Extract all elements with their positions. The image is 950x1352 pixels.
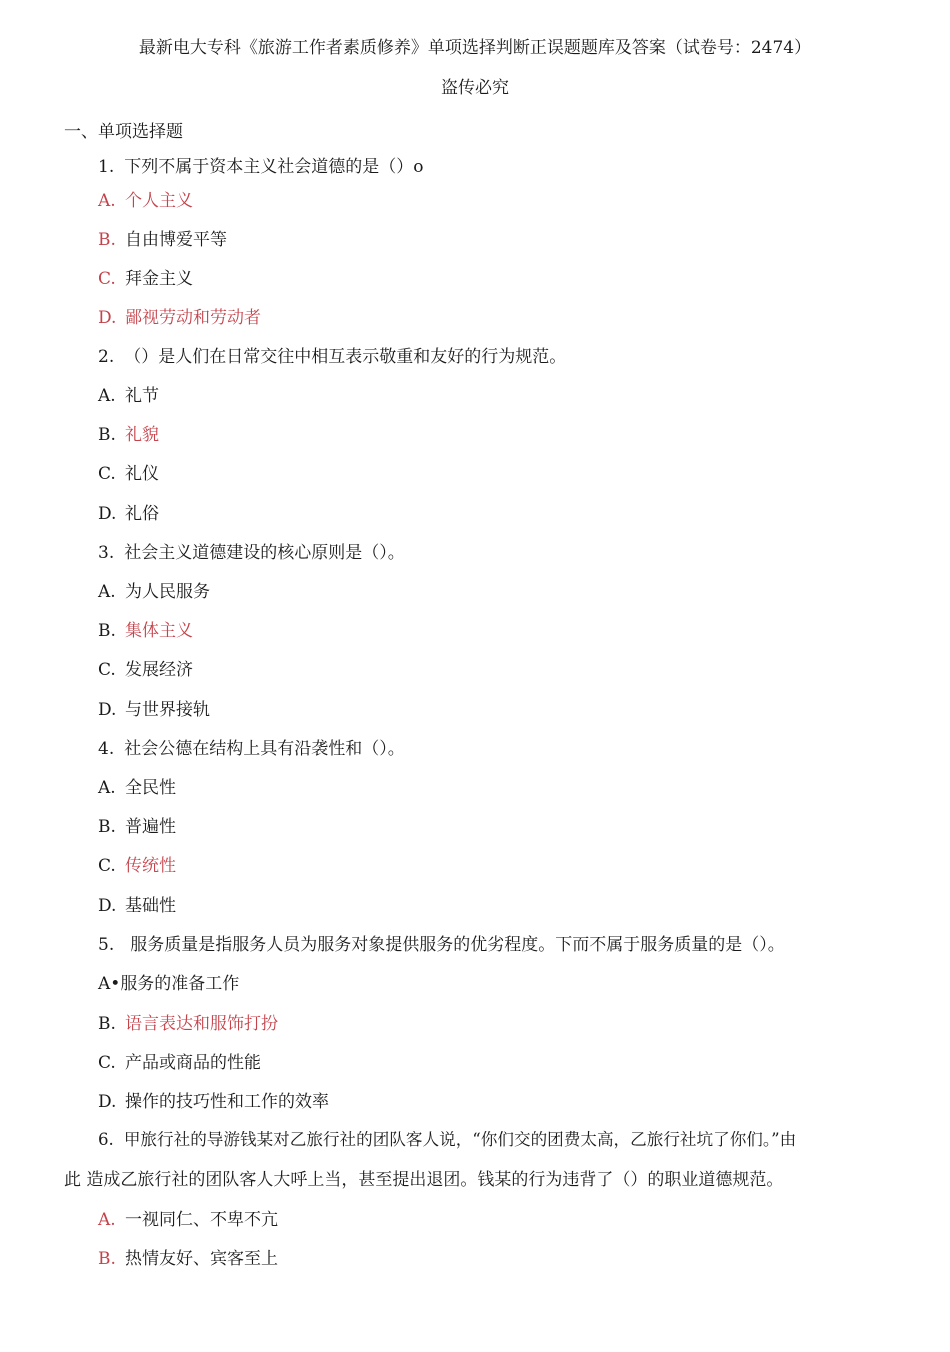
question-3 xyxy=(98,538,405,563)
question-2 xyxy=(98,342,566,367)
question-6-continuation: 此 造成乙旅行社的团队客人大呼上当，甚至提出退团。钱某的行为违背了（）的职业道德规范。 xyxy=(64,1170,784,1190)
question-number: 3. xyxy=(98,543,115,563)
question-text: 甲旅行社的导游钱某对乙旅行社的团队客人说，“你们交的团费太高，乙旅行社坑了你们。”由 xyxy=(123,1130,797,1149)
question-text: 服务质量是指服务人员为服务对象提供服务的优劣程度。下而不属于服务质量的是（）。 xyxy=(130,935,785,955)
option-5c: C. 产品或商品的性能 xyxy=(98,1053,261,1073)
question-1 xyxy=(98,152,423,177)
section-heading: 一、单项选择题 xyxy=(64,122,183,142)
option-5a: A•服务的准备工作 xyxy=(98,974,240,994)
question-text: 下列不属于资本主义社会道德的是（）o xyxy=(124,157,424,177)
option-2b: B. 礼貌 xyxy=(98,425,159,445)
question-number: 2. xyxy=(98,347,115,367)
option-4a: A. 全民性 xyxy=(98,778,176,798)
option-3c: C. 发展经济 xyxy=(98,660,193,680)
option-2d: D. 礼俗 xyxy=(98,504,159,524)
option-5b: B. 语言表达和服饰打扮 xyxy=(98,1014,278,1034)
option-1c: C. 拜金主义 xyxy=(98,269,193,289)
option-2c: C. 礼仪 xyxy=(98,464,159,484)
option-1b: B. 自由博爱平等 xyxy=(98,230,227,250)
question-4 xyxy=(98,734,405,759)
question-number: 5. xyxy=(98,935,115,955)
question-number: 6. xyxy=(98,1130,114,1149)
document-title: 最新电大专科《旅游工作者素质修养》单项选择判断正误题题库及答案（试卷号：2474） xyxy=(138,38,812,58)
option-4b: B. 普遍性 xyxy=(98,817,176,837)
question-text: （）是人们在日常交往中相互表示敬重和友好的行为规范。 xyxy=(124,347,567,367)
option-5d: D. 操作的技巧性和工作的效率 xyxy=(98,1092,329,1112)
option-3b: B. 集体主义 xyxy=(98,621,193,641)
question-text: 社会主义道德建设的核心原则是（）。 xyxy=(124,543,405,563)
option-2a: A. 礼节 xyxy=(98,386,159,406)
option-1d: D. 鄙视劳动和劳动者 xyxy=(98,308,261,328)
question-number: 1. xyxy=(98,157,115,177)
question-5 xyxy=(98,930,785,955)
question-6 xyxy=(98,1126,796,1150)
option-3d: D. 与世界接轨 xyxy=(98,700,210,720)
document-subtitle: 盗传必究 xyxy=(441,78,509,98)
question-number: 4. xyxy=(98,739,115,759)
option-1a: A. 个人主义 xyxy=(98,191,193,211)
option-6b: B. 热情友好、宾客至上 xyxy=(98,1249,278,1269)
option-4c: C. 传统性 xyxy=(98,856,176,876)
option-6a: A. 一视同仁、不卑不亢 xyxy=(98,1210,278,1230)
option-3a: A. 为人民服务 xyxy=(98,582,210,602)
question-text: 社会公德在结构上具有沿袭性和（）。 xyxy=(124,739,405,759)
option-4d: D. 基础性 xyxy=(98,896,176,916)
